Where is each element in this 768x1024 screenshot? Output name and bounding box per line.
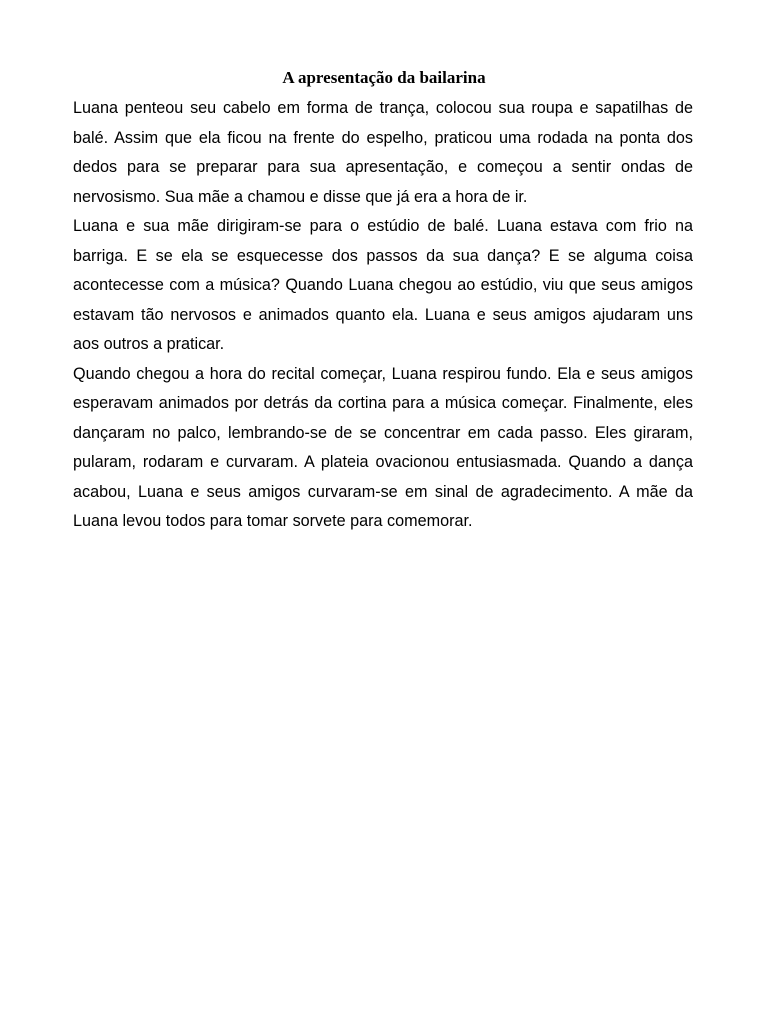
paragraph-3: Quando chegou a hora do recital começar, Luana respirou fundo. Ela e seus amigos esperavam animados por detrás da cortina para a música começar. Finalmente, eles dançaram no palco, lembrando-se de se concentrar em cada passo. Eles giraram, pularam, rodaram e curvaram. A plateia ovacionou entusiasmada. Quando a dança acabou, Luana e seus amigos curvaram-se em sinal de agradecimento. A mãe da Luana levou todos para tomar sorvete para comemorar. bbox=[73, 364, 693, 530]
document-body bbox=[73, 94, 693, 537]
paragraph-2: Luana e sua mãe dirigiram-se para o estúdio de balé. Luana estava com frio na barriga. E se ela se esquecesse dos passos da sua dança? E se alguma coisa acontecesse com a música? Quando Luana chegou ao estúdio, viu que seus amigos estavam tão nervosos e animados quanto ela. Luana e seus amigos ajudaram uns aos outros a praticar. bbox=[73, 217, 693, 353]
document-title: A apresentação da bailarina bbox=[282, 68, 486, 87]
paragraph-1: Luana penteou seu cabelo em forma de trança, colocou sua roupa e sapatilhas de balé. Assim que ela ficou na frente do espelho, praticou uma rodada na ponta dos dedos para se preparar para sua apresentação, e começou a sentir ondas de nervosismo. Sua mãe a chamou e disse que já era a hora de ir. bbox=[73, 99, 693, 206]
